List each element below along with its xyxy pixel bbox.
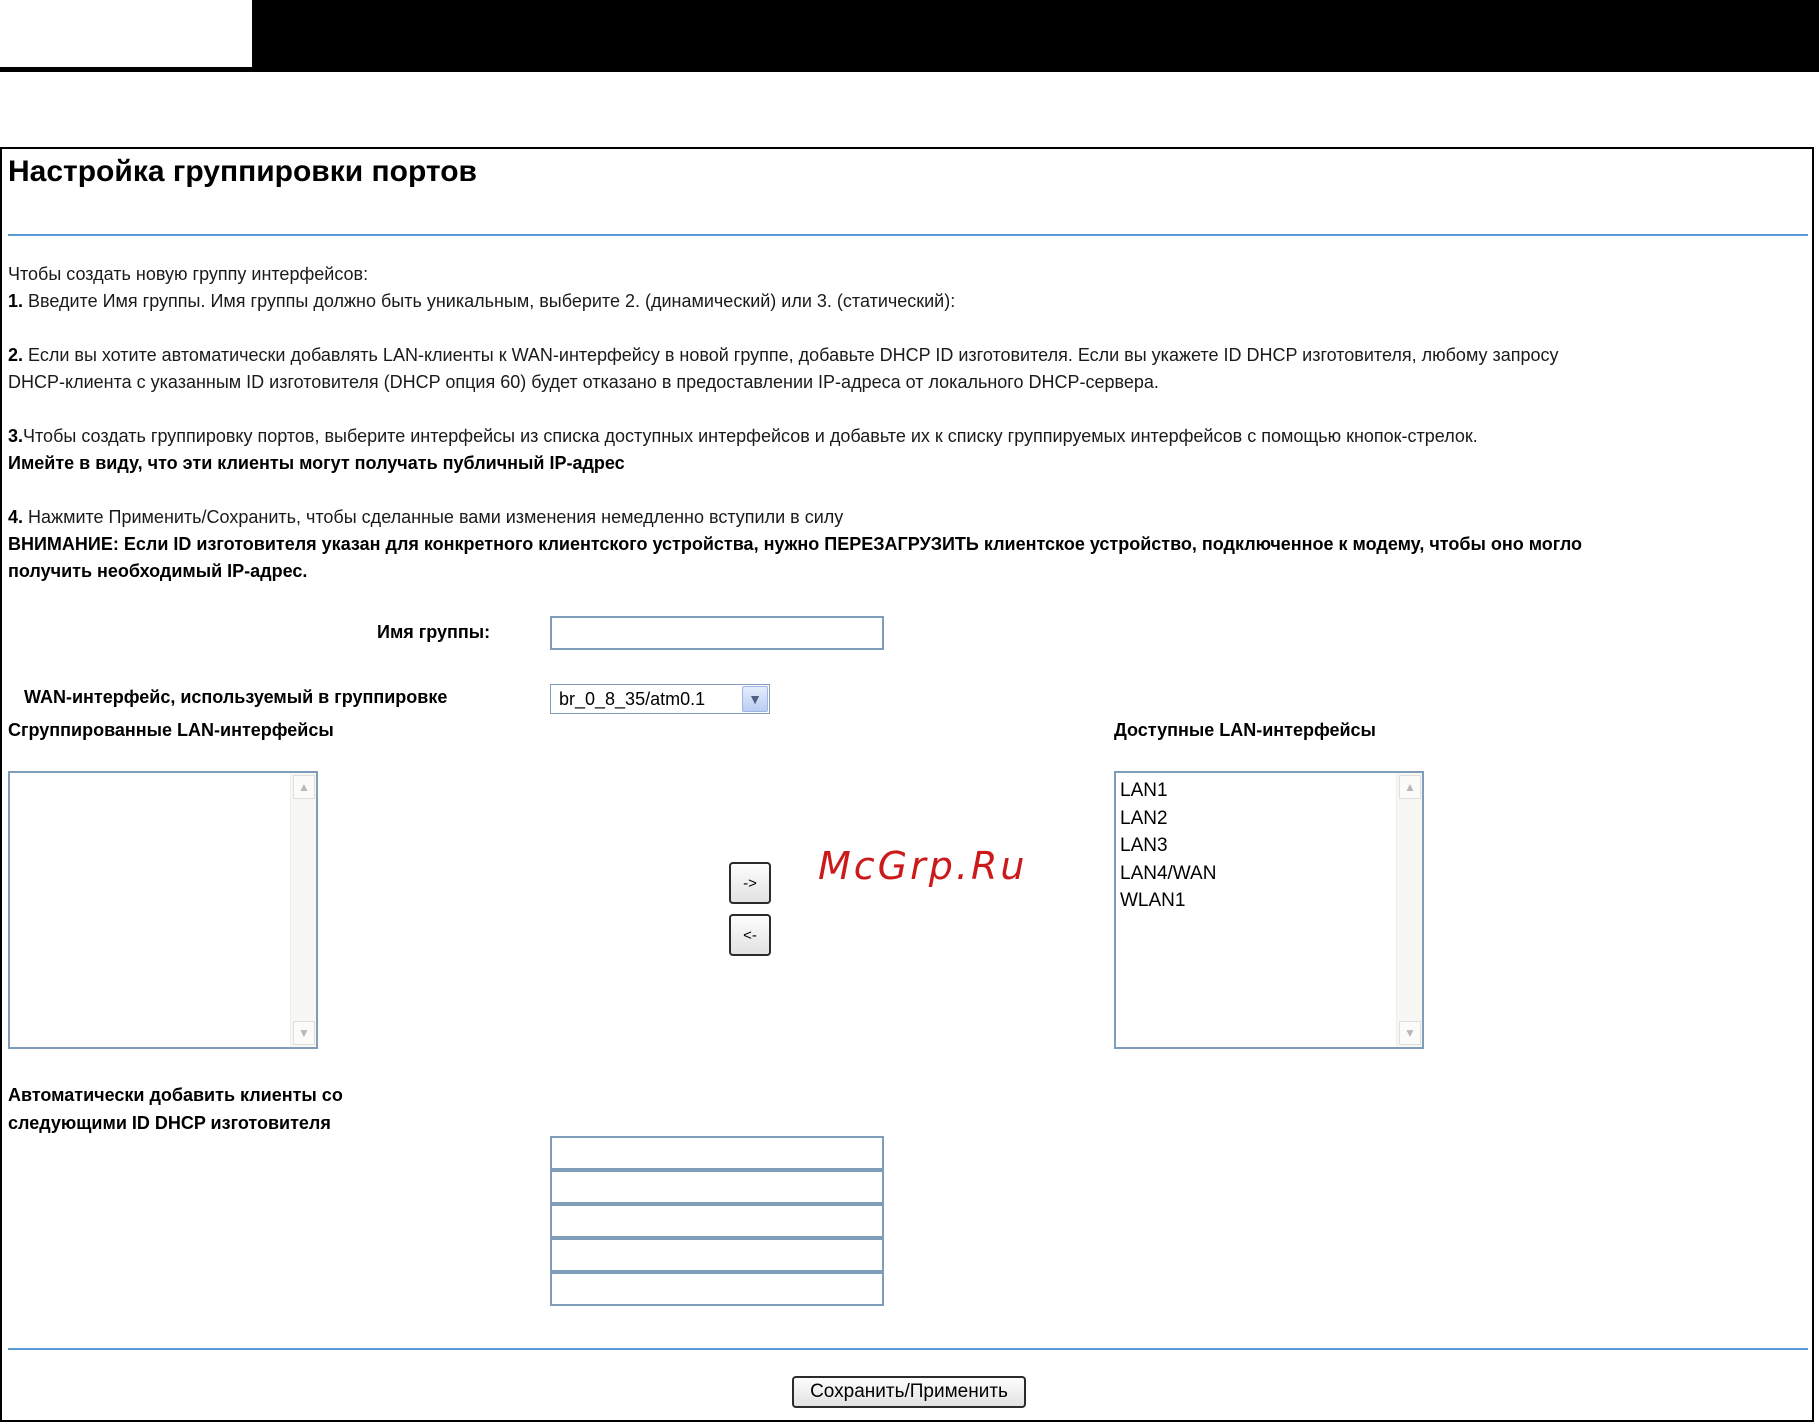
step-2-text-line1: Если вы хотите автоматически добавлять LAN-клиенты к WAN-интерфейсу в новой группе, добавьте DHCP ID изготовителя. Если вы укажете ID DHCP изготовителя, любому запросу (23, 345, 1559, 365)
chevron-down-icon[interactable]: ▼ (742, 686, 768, 712)
dhcp-vendor-label-line2: следующими ID DHCP изготовителя (8, 1113, 331, 1133)
step-2-number: 2. (8, 345, 24, 365)
step-4-number: 4. (8, 507, 24, 527)
warning-line1: ВНИМАНИЕ: Если ID изготовителя указан для конкретного клиентского устройства, нужно ПЕРЕЗАГРУЗИТЬ клиентское устройство, подключенное к модему, чтобы оно могло (8, 534, 1583, 554)
dhcp-vendor-id-input-4[interactable] (550, 1238, 884, 1272)
scroll-up-icon[interactable]: ▲ (1399, 775, 1421, 799)
step-3-note: Имейте в виду, что эти клиенты могут получать публичный IP-адрес (8, 453, 625, 473)
dhcp-vendor-id-input-2[interactable] (550, 1170, 884, 1204)
save-apply-button[interactable]: Сохранить/Применить (792, 1376, 1026, 1408)
scroll-up-icon[interactable]: ▲ (293, 775, 315, 799)
list-item-wlan1[interactable]: WLAN1 (1120, 890, 1186, 911)
group-name-label: Имя группы: (377, 622, 491, 642)
available-interfaces-list[interactable] (1114, 771, 1424, 1049)
available-interfaces-label: Доступные LAN-интерфейсы (1114, 720, 1376, 740)
list-item-lan2[interactable]: LAN2 (1120, 807, 1168, 829)
move-right-button[interactable]: -> (729, 862, 771, 904)
dhcp-vendor-id-input-3[interactable] (550, 1204, 884, 1238)
warning-line2: получить необходимый IP-адрес. (8, 561, 308, 581)
dhcp-vendor-id-input-1[interactable] (550, 1136, 884, 1170)
dhcp-vendor-id-input-5[interactable] (550, 1272, 884, 1306)
scroll-down-icon[interactable]: ▼ (293, 1021, 315, 1045)
list-item-lan3[interactable]: LAN3 (1120, 835, 1168, 856)
top-header-bar (0, 0, 1819, 72)
page-title: Настройка группировки портов (8, 155, 477, 188)
header-logo-area (0, 0, 252, 67)
step-3-number: 3. (8, 426, 24, 446)
grouped-interfaces-label: Сгруппированные LAN-интерфейсы (8, 720, 334, 740)
available-list-scrollbar[interactable] (1396, 773, 1422, 1047)
scroll-down-icon[interactable]: ▼ (1399, 1021, 1421, 1045)
list-item-lan4-wan[interactable]: LAN4/WAN (1120, 862, 1217, 884)
dhcp-vendor-label (8, 1081, 343, 1137)
wan-interface-label: WAN-интерфейс, используемый в группировке (24, 687, 448, 707)
port-grouping-panel (0, 147, 1814, 1422)
group-name-input[interactable] (550, 616, 884, 650)
wan-interface-selected-value: br_0_8_35/atm0.1 (559, 689, 706, 709)
step-2-text-line2: DHCP-клиента с указанным ID изготовителя (DHCP опция 60) будет отказано в предоставлении IP-адреса от локального DHCP-сервера. (8, 372, 1159, 392)
step-1-text: Введите Имя группы. Имя группы должно быть уникальным, выберите 2. (динамический) или 3. (статический): (23, 291, 956, 311)
instructions-intro: Чтобы создать новую группу интерфейсов: (8, 264, 369, 284)
move-left-button[interactable]: <- (729, 914, 771, 956)
instruction-step-1 (8, 288, 955, 315)
watermark: McGrp.Ru (818, 844, 1028, 888)
step-1-number: 1. (8, 291, 24, 311)
grouped-interfaces-list[interactable] (8, 771, 318, 1049)
instruction-step-4 (8, 504, 843, 531)
instruction-step-2 (8, 342, 1559, 369)
title-divider (8, 234, 1808, 236)
step-4-text: Нажмите Применить/Сохранить, чтобы сделанные вами изменения немедленно вступили в силу (23, 507, 844, 527)
footer-divider (8, 1348, 1808, 1350)
grouped-list-scrollbar[interactable] (290, 773, 316, 1047)
step-3-text: Чтобы создать группировку портов, выберите интерфейсы из списка доступных интерфейсов и добавьте их к списку группируемых интерфейсов с помощью кнопок-стрелок. (23, 426, 1478, 446)
wan-interface-select[interactable] (550, 684, 770, 714)
available-interfaces-items (1120, 777, 1216, 915)
dhcp-vendor-label-line1: Автоматически добавить клиенты со (8, 1085, 343, 1105)
instruction-step-3 (8, 423, 1478, 450)
list-item-lan1[interactable]: LAN1 (1120, 780, 1168, 801)
